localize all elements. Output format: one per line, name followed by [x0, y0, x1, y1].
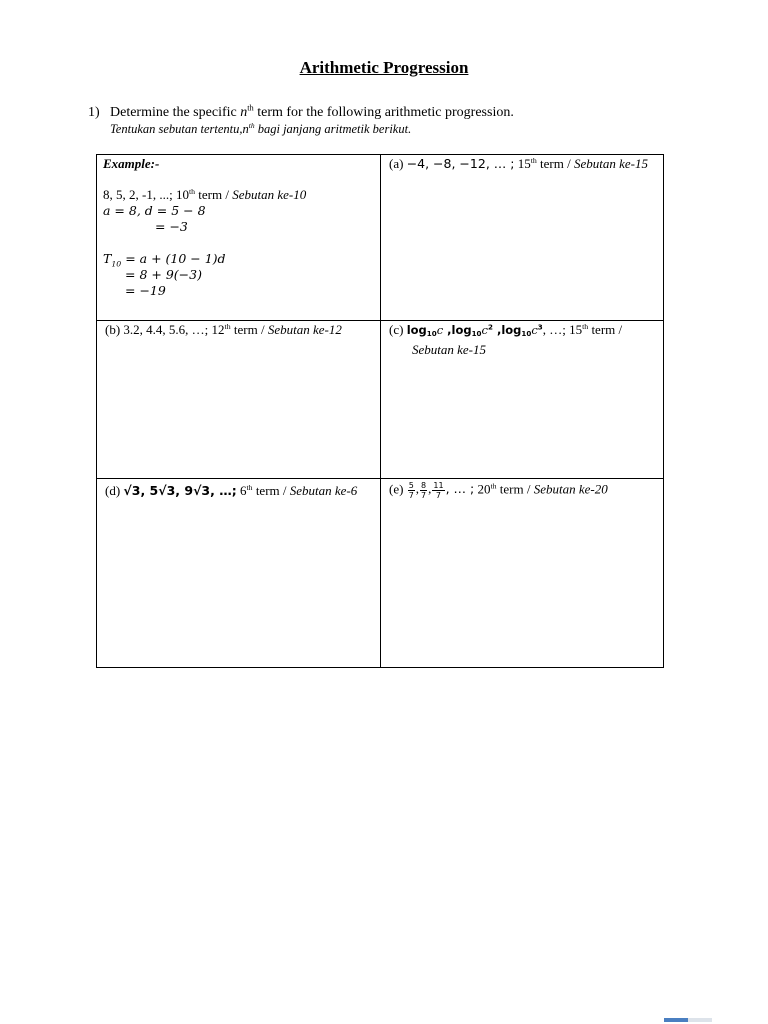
part-c-label: (c) — [389, 322, 404, 337]
part-e-sequence: $\frac{5}{7}$ , $\frac{8}{7}$ , $\frac{11}{7}$ , … ; — [408, 481, 475, 500]
part-e-label: (e) — [389, 481, 404, 497]
part-e-malay: Sebutan ke-20 — [533, 481, 608, 497]
part-a-sequence: −4, −8, −12, … ; — [406, 156, 515, 171]
question-text-malay: Tentukan sebutan $tertentu,n^{th}$ bagi janjang aritmetik berikut. — [110, 121, 412, 136]
example-sequence: 8, 5, 2, -1, ...; 10th term / Sebutan ke-10 — [103, 186, 307, 202]
worked-example — [103, 155, 375, 299]
example-step-4: = 8 + 9(−3) — [125, 267, 202, 282]
part-d-label: (d) — [105, 483, 121, 498]
question-text-english: Determine the specific $n^{th}$ term for the following arithmetic progression. — [110, 103, 514, 120]
part-e-cell: (e) $\frac{5}{7}$ , $\frac{8}{7}$ , $\frac{11}{7}$ , … ; 20th term / Sebutan ke-20 — [381, 479, 664, 668]
part-d-malay: Sebutan ke-6 — [289, 483, 358, 498]
part-c-sequence: $\log_{10}c$ $,\log_{10}c^2$ $,\log_{10}c^3$ — [406, 322, 543, 338]
page-title: Arithmetic Progression — [299, 58, 469, 77]
page-progress-bar — [664, 1018, 712, 1022]
question-number: 1) — [88, 105, 100, 120]
example-step-2: = −3 — [155, 219, 188, 234]
part-d-cell: (d) √3, 5√3, 9√3, …; 6th term / Sebutan ke-6 — [97, 479, 381, 668]
part-c-cell: (c) $\log_{10}c$ $,\log_{10}c^2$ $,\log_{10}c^3$, …; 15th term / Sebutan ke-15 — [381, 321, 664, 479]
part-a-label: (a) — [389, 156, 404, 171]
part-b-sequence: 3.2, 4.4, 5.6, …; 12 — [123, 322, 225, 337]
part-c-malay: Sebutan ke-15 — [412, 341, 487, 357]
part-b-malay: Sebutan ke-12 — [267, 322, 342, 337]
part-b-label: (b) — [105, 322, 121, 337]
example-step-3: $T_{10} = a + (10 - 1)d$ — [103, 251, 226, 269]
part-d-sequence: √3, 5√3, 9√3, …; — [123, 483, 237, 498]
part-a-malay: Sebutan ke-15 — [573, 156, 648, 171]
example-step-1: a = 8, d = 5 − 8 — [103, 203, 206, 218]
part-b-cell: (b) 3.2, 4.4, 5.6, …; 12th term / Sebutan ke-12 — [97, 321, 381, 479]
example-label: Example:- — [103, 156, 160, 171]
example-step-5: = −19 — [125, 283, 166, 298]
page-progress-fill — [664, 1018, 688, 1022]
part-a-cell: (a) −4, −8, −12, … ; 15th term / Sebutan ke-15 — [381, 155, 664, 321]
